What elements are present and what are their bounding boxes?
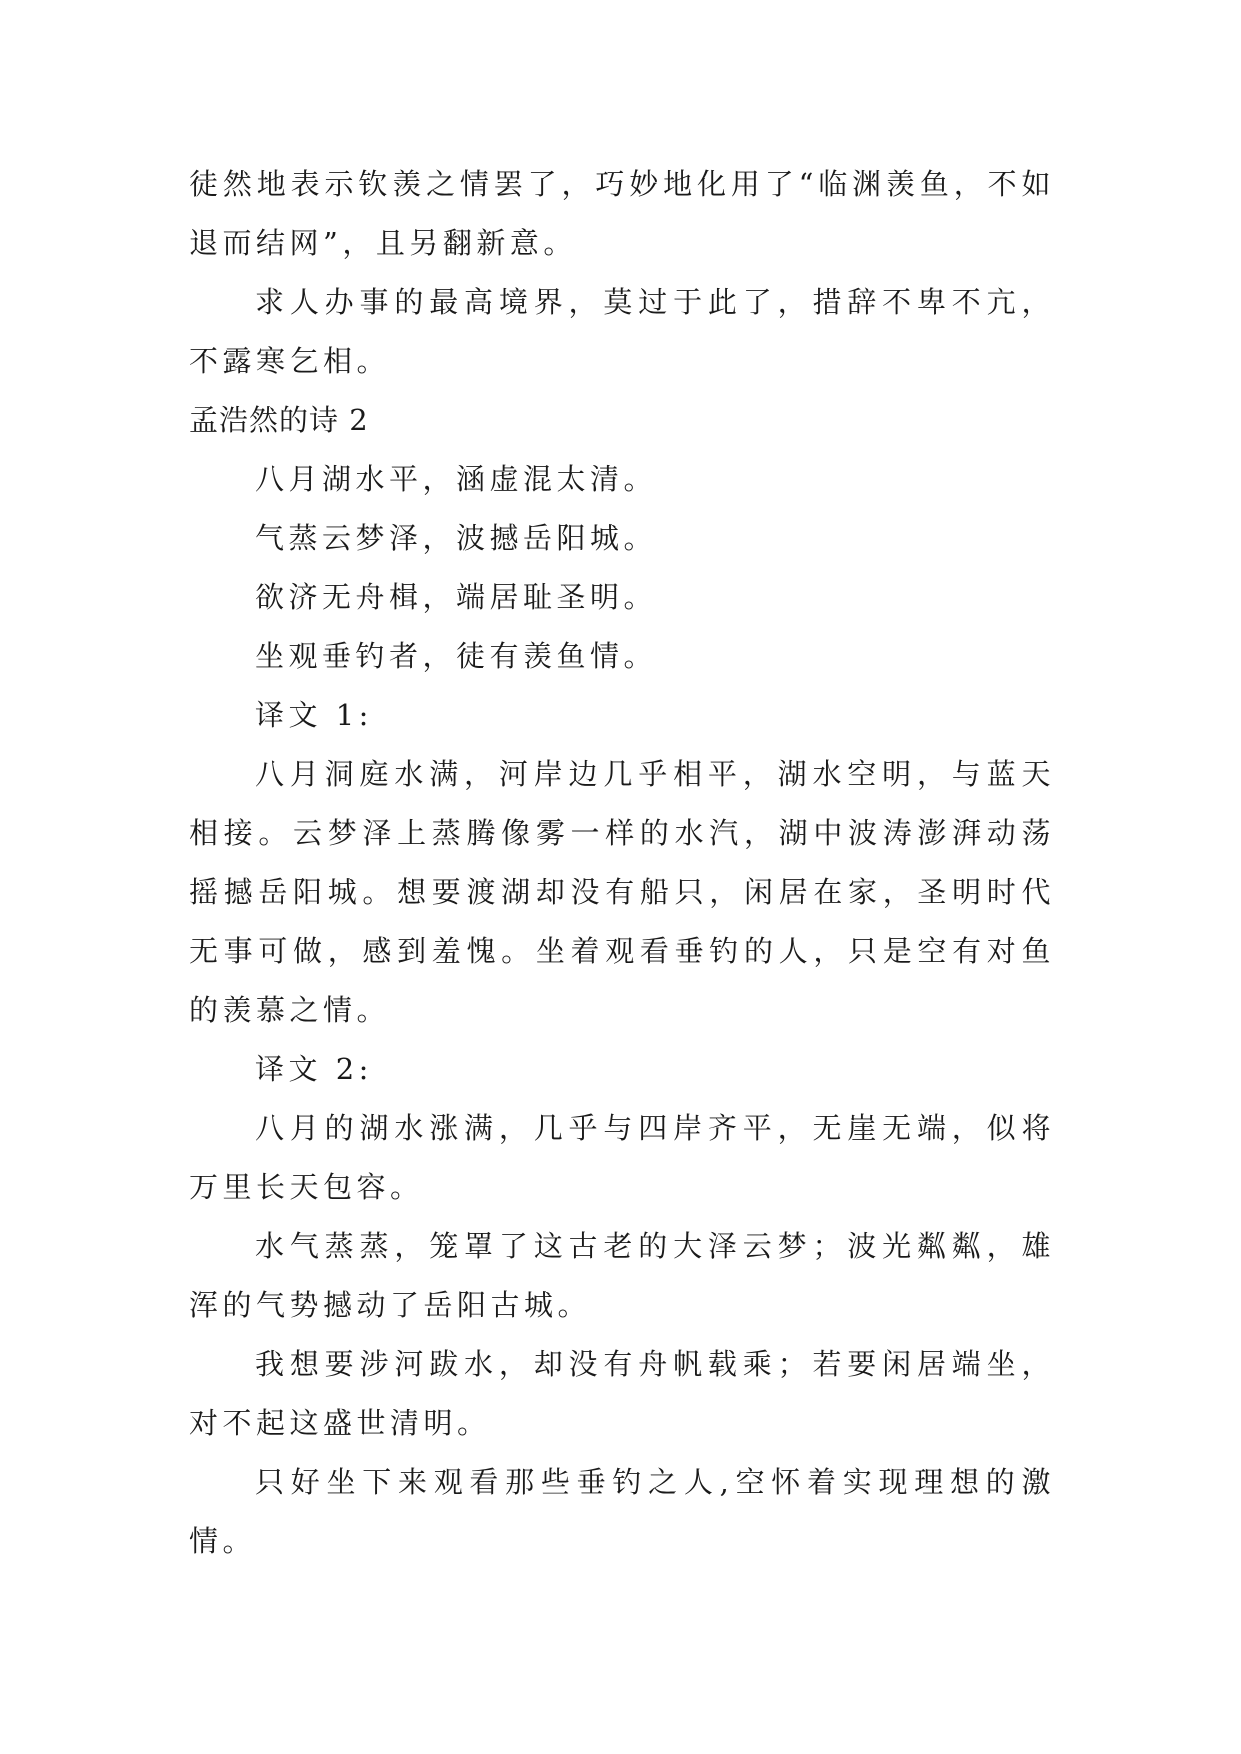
translation2-paragraph: 只好坐下来观看那些垂钓之人,空怀着实现理想的激情。	[189, 1465, 1055, 1558]
section-title: 孟浩然的诗 2	[189, 403, 369, 437]
poem-line: 欲济无舟楫，端居耻圣明。	[255, 580, 658, 614]
poem-line: 坐观垂钓者，徒有羡鱼情。	[255, 639, 658, 673]
translation2-paragraph: 水气蒸蒸，笼罩了这古老的大泽云梦；波光粼粼，雄浑的气势撼动了岳阳古城。	[189, 1229, 1055, 1322]
paragraph-commentary: 求人办事的最高境界，莫过于此了，措辞不卑不亢，不露寒乞相。	[189, 285, 1055, 378]
poem-line: 八月湖水平，涵虚混太清。	[255, 462, 658, 496]
translation2-paragraph: 八月的湖水涨满，几乎与四岸齐平，无崖无端，似将万里长天包容。	[189, 1111, 1055, 1204]
poem-line: 气蒸云梦泽，波撼岳阳城。	[255, 521, 658, 555]
paragraph-continuation: 徒然地表示钦羡之情罢了，巧妙地化用了“临渊羡鱼，不如退而结网”，且另翻新意。	[189, 167, 1055, 260]
document-body	[189, 155, 1055, 1571]
translation1-text: 八月洞庭水满，河岸边几乎相平，湖水空明，与蓝天相接。云梦泽上蒸腾像雾一样的水汽，湖中波涛澎湃动荡摇撼岳阳城。想要渡湖却没有船只，闲居在家，圣明时代无事可做，感到羞愧。坐着观看垂钓的人，只是空有对鱼的羡慕之情。	[189, 757, 1055, 1027]
translation2-paragraph: 我想要涉河跋水，却没有舟帆载乘；若要闲居端坐，对不起这盛世清明。	[189, 1347, 1055, 1440]
translation2-label: 译文 2:	[255, 1052, 373, 1086]
translation1-label: 译文 1:	[255, 698, 373, 732]
